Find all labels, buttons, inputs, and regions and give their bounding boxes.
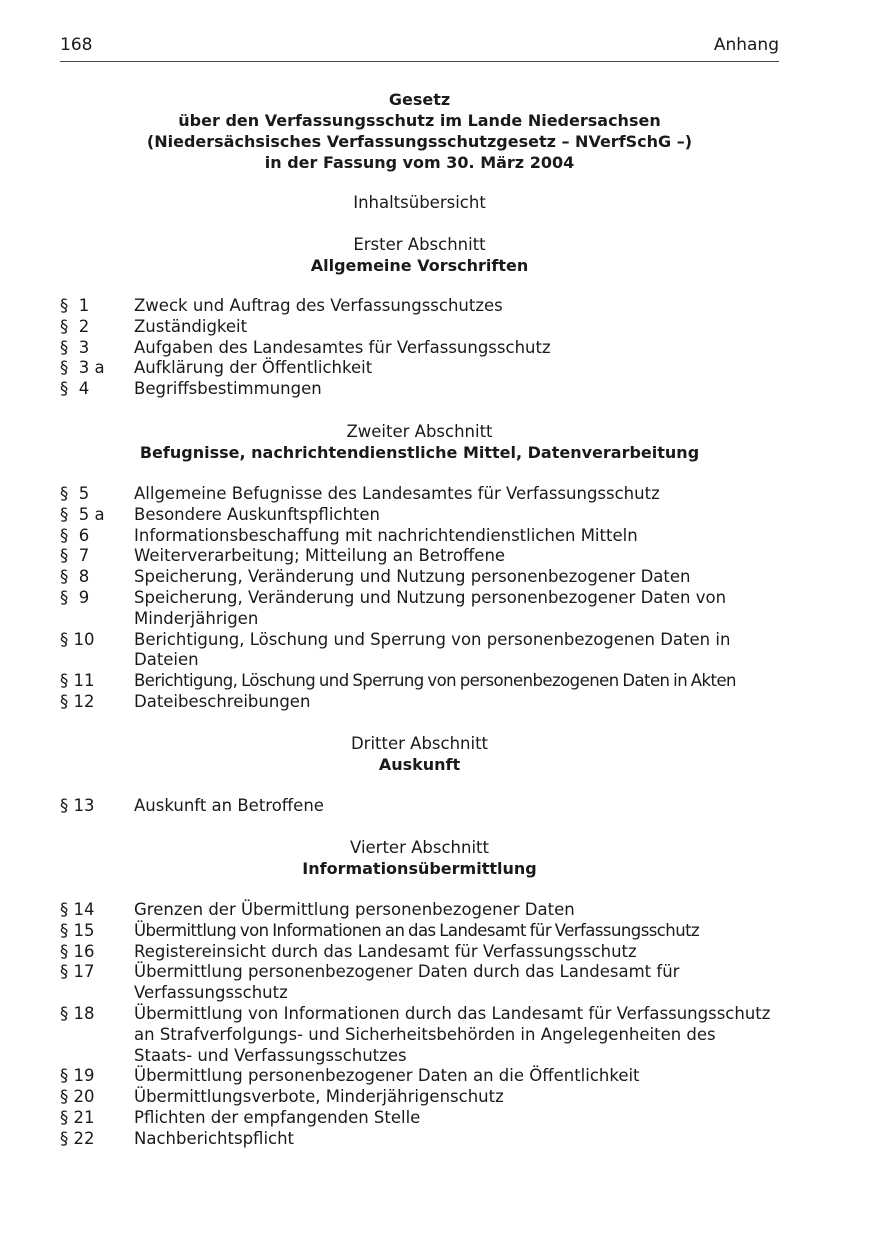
paragraph-number: § 19 (60, 1066, 95, 1086)
section-heading (60, 234, 779, 276)
paragraph-number: § 5 a (60, 504, 105, 524)
paragraph-title: Übermittlung personenbezogener Daten an die Öffentlichkeit (134, 1066, 640, 1086)
paragraph-title: Dateibeschreibungen (134, 691, 311, 711)
paragraph-number: § 10 (60, 629, 95, 649)
toc-entry (60, 630, 779, 672)
toc-entry (60, 942, 779, 963)
paragraph-number: § 15 (60, 920, 95, 940)
paragraph-number: § 6 (60, 525, 90, 545)
paragraph-number: § 9 (60, 587, 90, 607)
paragraph-title: Besondere Auskunftspflichten (134, 504, 381, 524)
paragraph-number: § 2 (60, 316, 90, 336)
paragraph-number: § 3 (60, 337, 90, 357)
toc-entry (60, 588, 779, 630)
paragraph-number: § 3 a (60, 358, 105, 378)
toc-entry (60, 317, 779, 338)
paragraph-number: § 11 (60, 671, 95, 691)
toc-entry (60, 900, 779, 921)
paragraph-title: Allgemeine Befugnisse des Landesamtes für Verfassungsschutz (134, 484, 660, 503)
paragraph-number: § 14 (60, 900, 95, 919)
paragraph-title: Speicherung, Veränderung und Nutzung personenbezogener Daten (134, 567, 691, 587)
toc-entry (60, 546, 779, 567)
paragraph-number: § 20 (60, 1087, 95, 1107)
paragraph-number: § 12 (60, 691, 95, 711)
paragraph-title: Aufklärung der Öffentlichkeit (134, 358, 373, 378)
paragraph-title: Berichtigung, Löschung und Sperrung von personenbezogenen Daten in Dateien (134, 629, 731, 670)
toc-entry (60, 1087, 779, 1108)
section-label: Vierter Abschnitt (350, 838, 489, 857)
paragraph-title: Speicherung, Veränderung und Nutzung personenbezogener Daten von Minderjährigen (134, 587, 727, 628)
paragraph-title: Pflichten der empfangenden Stelle (134, 1107, 421, 1127)
toc-entry (60, 1108, 779, 1129)
toc-entry (60, 692, 779, 713)
paragraph-title: Übermittlungsverbote, Minderjährigenschutz (134, 1087, 504, 1107)
toc-entry (60, 505, 779, 526)
paragraph-title: Berichtigung, Löschung und Sperrung von personenbezogenen Daten in Akten (134, 671, 736, 691)
toc-entry (60, 1129, 779, 1150)
section-heading (60, 733, 779, 775)
title-line-1: Gesetz (388, 90, 451, 109)
section-name: Informationsübermittlung (302, 859, 537, 878)
paragraph-title: Nachberichtspflicht (134, 1128, 295, 1148)
toc-entry (60, 962, 779, 1004)
toc-entry (60, 796, 779, 817)
section-heading (60, 837, 779, 879)
paragraph-number: § 1 (60, 296, 90, 315)
paragraph-number: § 17 (60, 962, 95, 982)
section-name: Befugnisse, nachrichtendienstliche Mittel, Datenverarbeitung (139, 443, 700, 462)
paragraph-title: Aufgaben des Landesamtes für Verfassungsschutz (134, 337, 551, 357)
toc-entry (60, 296, 779, 317)
paragraph-number: § 16 (60, 941, 95, 961)
paragraph-number: § 4 (60, 379, 90, 399)
toc-entry (60, 921, 779, 942)
paragraph-number: § 21 (60, 1107, 95, 1127)
toc-entry (60, 484, 779, 505)
paragraph-number: § 8 (60, 567, 90, 587)
paragraph-title: Übermittlung personenbezogener Daten durch das Landesamt für Verfassungsschutz (134, 962, 680, 1003)
toc-entry (60, 338, 779, 359)
toc-entry (60, 1004, 779, 1066)
paragraph-number: § 7 (60, 546, 90, 566)
paragraph-title: Übermittlung von Informationen an das Landesamt für Verfassungsschutz (134, 920, 700, 940)
section-name: Auskunft (378, 755, 461, 774)
paragraph-number: § 18 (60, 1003, 95, 1023)
section-label: Erster Abschnitt (353, 235, 486, 254)
paragraph-number: § 5 (60, 484, 90, 503)
section-label: Dritter Abschnitt (350, 734, 489, 753)
page-header (60, 33, 779, 62)
toc-entry (60, 671, 779, 692)
toc-heading: Inhaltsübersicht (353, 193, 486, 212)
paragraph-title: Informationsbeschaffung mit nachrichtendienstlichen Mitteln (134, 525, 638, 545)
paragraph-title: Zweck und Auftrag des Verfassungsschutzes (134, 296, 503, 315)
title-line-4: in der Fassung vom 30. März 2004 (264, 153, 575, 172)
paragraph-title: Begriffsbestimmungen (134, 379, 322, 399)
toc-list (60, 484, 779, 713)
toc-entry (60, 379, 779, 400)
title-line-2: über den Verfassungsschutz im Lande Niedersachsen (178, 111, 661, 130)
toc-entry (60, 526, 779, 547)
toc-list (60, 796, 779, 817)
paragraph-title: Registereinsicht durch das Landesamt für Verfassungsschutz (134, 941, 637, 961)
paragraph-title: Grenzen der Übermittlung personenbezogener Daten (134, 900, 575, 919)
paragraph-number: § 22 (60, 1128, 95, 1148)
law-title (60, 89, 779, 173)
toc-list (60, 900, 779, 1150)
paragraph-title: Zuständigkeit (134, 316, 248, 336)
section-label: Anhang (713, 35, 779, 55)
toc-entry (60, 358, 779, 379)
page-number: 168 (60, 35, 93, 55)
paragraph-title: Weiterverarbeitung; Mitteilung an Betroffene (134, 546, 506, 566)
section-label: Zweiter Abschnitt (346, 422, 493, 441)
toc-entry (60, 567, 779, 588)
toc-list (60, 296, 779, 400)
paragraph-title: Auskunft an Betroffene (134, 796, 324, 815)
title-line-3: (Niedersächsisches Verfassungsschutzgesetz – NVerfSchG –) (146, 132, 693, 151)
paragraph-title: Übermittlung von Informationen durch das Landesamt für Verfassungsschutz an Strafverfolgungs- und Sicherheitsbehörden in Angelegenheiten des Staats- und Verfassungsschutzes (134, 1003, 771, 1065)
paragraph-number: § 13 (60, 796, 95, 815)
section-name: Allgemeine Vorschriften (310, 256, 529, 275)
section-heading (60, 421, 779, 463)
toc-entry (60, 1066, 779, 1087)
